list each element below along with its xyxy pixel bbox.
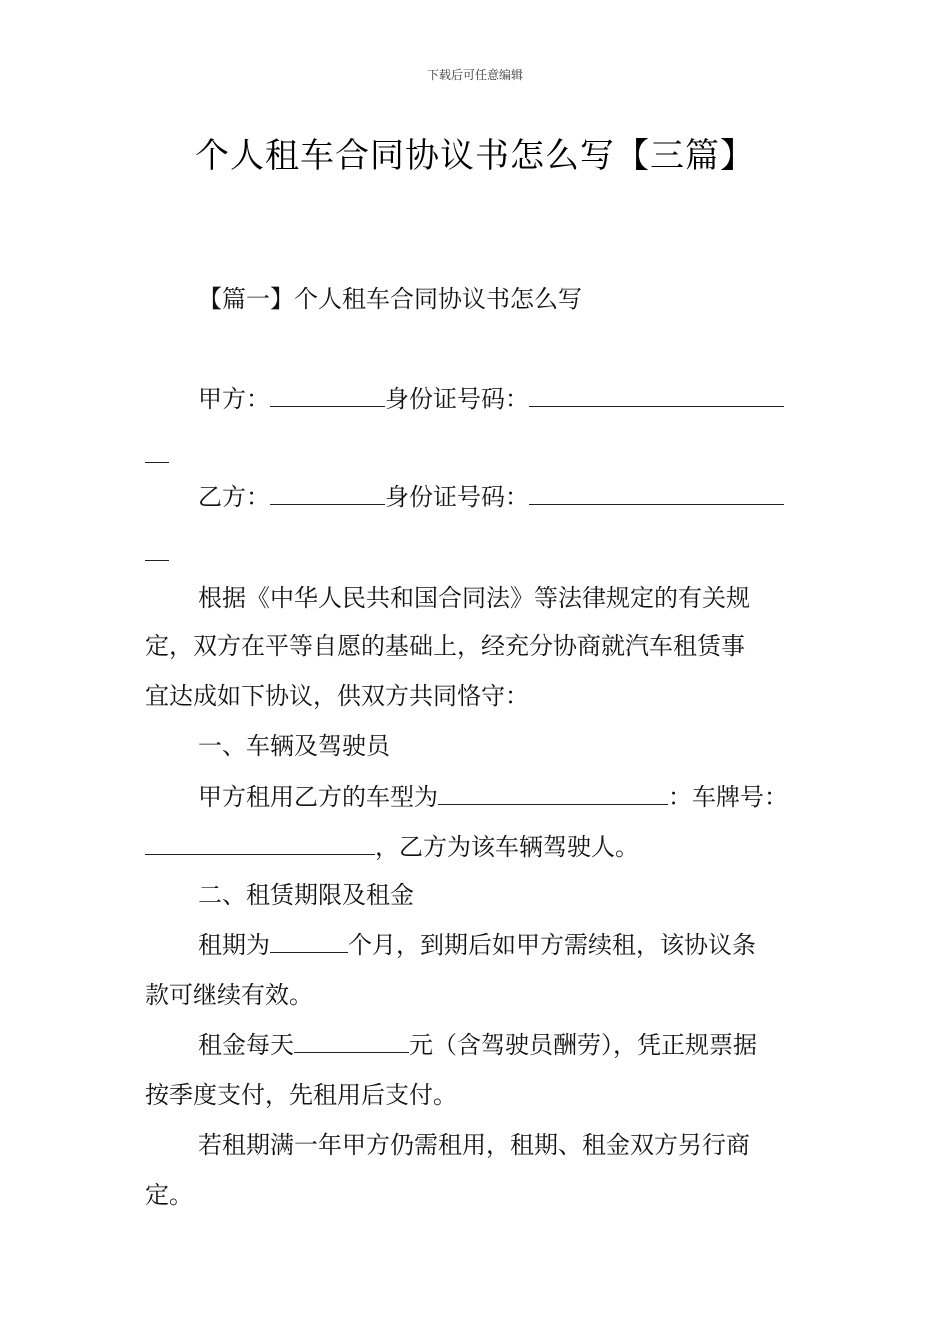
party-b-line — [198, 482, 784, 512]
rent-label: 租金每天 — [198, 1031, 294, 1059]
vehicle-line-1 — [198, 782, 788, 812]
blank-continuation — [145, 442, 169, 463]
party-a-id-blank[interactable] — [529, 386, 784, 407]
section-heading: 【篇一】个人租车合同协议书怎么写 — [198, 285, 582, 313]
party-a-id-blank-continued — [145, 440, 169, 470]
vehicle-model-blank[interactable] — [438, 784, 668, 805]
blank-continuation — [145, 540, 169, 561]
party-a-line — [198, 384, 784, 414]
intro-line-2: 定，双方在平等自愿的基础上，经充分协商就汽车租赁事 — [145, 632, 745, 660]
rent-text: 元（含驾驶员酬劳），凭正规票据 — [409, 1031, 757, 1059]
term-label: 租期为 — [198, 931, 270, 959]
intro-line-3: 宜达成如下协议，供双方共同恪守： — [145, 682, 529, 710]
party-b-label: 乙方： — [198, 483, 270, 511]
daily-rent-blank[interactable] — [294, 1032, 409, 1053]
section1-heading: 一、车辆及驾驶员 — [198, 732, 390, 760]
renewal-line-1: 若租期满一年甲方仍需租用，租期、租金双方另行商 — [198, 1131, 750, 1159]
term-line-2: 款可继续有效。 — [145, 981, 313, 1009]
driver-text: ，乙方为该车辆驾驶人。 — [375, 833, 639, 861]
document-title: 个人租车合同协议书怎么写【三篇】 — [195, 136, 755, 176]
term-line-1 — [198, 930, 756, 960]
party-b-name-blank[interactable] — [270, 484, 385, 505]
party-a-name-blank[interactable] — [270, 386, 385, 407]
party-b-id-blank-continued — [145, 538, 169, 568]
party-b-id-blank[interactable] — [529, 484, 784, 505]
section2-heading: 二、租赁期限及租金 — [198, 881, 414, 909]
party-a-id-label: 身份证号码： — [385, 385, 529, 413]
rent-line-2: 按季度支付，先租用后支付。 — [145, 1081, 457, 1109]
term-text: 个月，到期后如甲方需续租，该协议条 — [348, 931, 756, 959]
header-note: 下载后可任意编辑 — [426, 68, 523, 82]
party-a-label: 甲方： — [198, 385, 270, 413]
intro-line-1: 根据《中华人民共和国合同法》等法律规定的有关规 — [198, 584, 750, 612]
vehicle-model-label: 甲方租用乙方的车型为 — [198, 783, 438, 811]
rent-line-1 — [198, 1030, 757, 1060]
plate-blank[interactable] — [145, 834, 375, 855]
term-months-blank[interactable] — [270, 932, 348, 953]
party-b-id-label: 身份证号码： — [385, 483, 529, 511]
renewal-line-2: 定。 — [145, 1181, 193, 1209]
vehicle-line-2 — [145, 832, 639, 862]
plate-label: ：车牌号： — [668, 783, 788, 811]
